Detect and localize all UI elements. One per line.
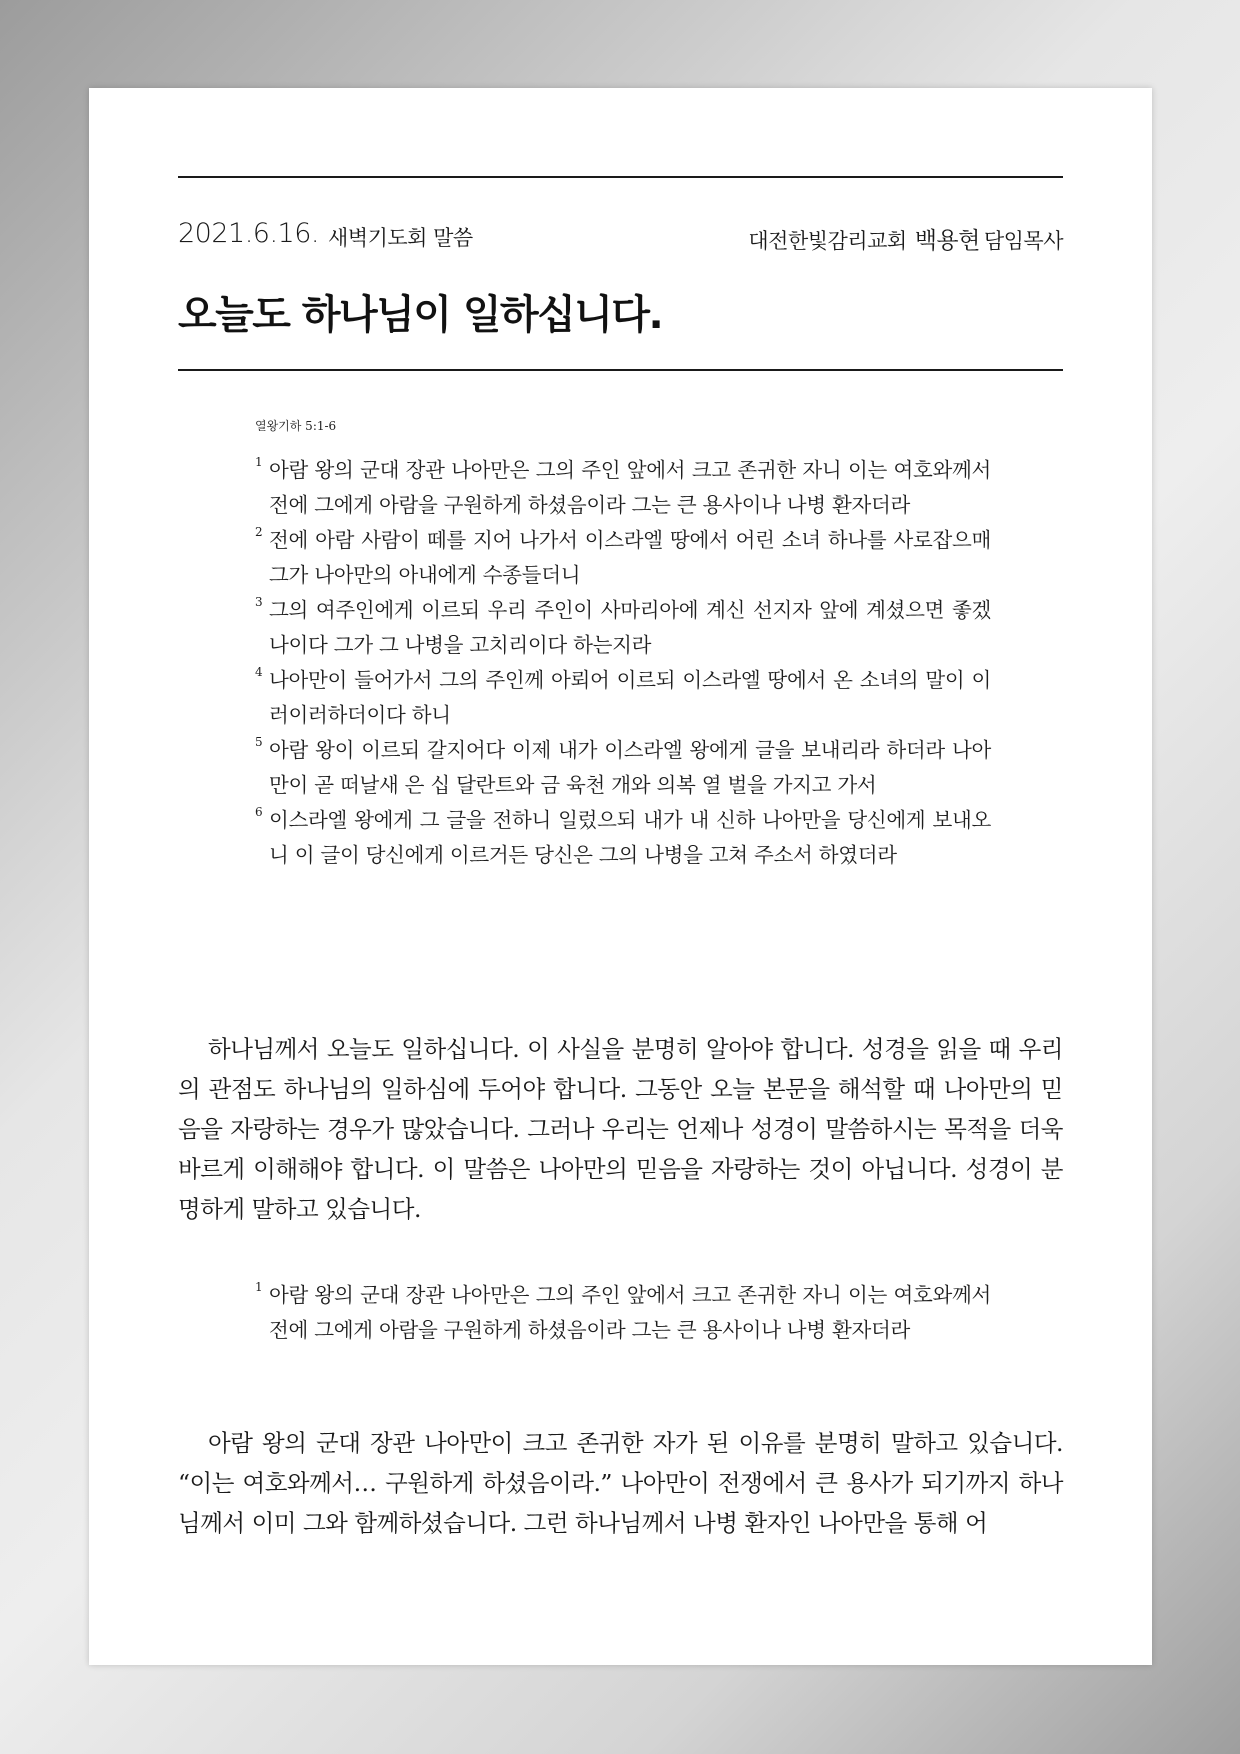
verse-text: 나아만이 들어가서 그의 주인께 아뢰어 이르되 이스라엘 땅에서 온 소녀의 말이 이러이러하더이다 하니 [269, 668, 991, 727]
top-rule [178, 176, 1063, 178]
verse-text: 아람 왕의 군대 장관 나아만은 그의 주인 앞에서 크고 존귀한 자니 이는 여호와께서 전에 그에게 아람을 구원하게 하셨음이라 그는 큰 용사이나 나병 환자더라 [269, 458, 991, 517]
verse-text: 아람 왕의 군대 장관 나아만은 그의 주인 앞에서 크고 존귀한 자니 이는 여호와께서 전에 그에게 아람을 구원하게 하셨음이라 그는 큰 용사이나 나병 환자더라 [269, 1283, 991, 1342]
scripture-reference: 열왕기하 5:1-6 [255, 419, 337, 433]
pastor-name: 백용현 [914, 228, 980, 254]
church-and-pastor [748, 222, 1063, 255]
body-paragraph: 하나님께서 오늘도 일하십니다. 이 사실을 분명히 알아야 합니다. 성경을 읽을 때 우리의 관점도 하나님의 일하심에 두어야 합니다. 그동안 오늘 본문을 해석할 때 나아만의 믿음을 자랑하는 경우가 많았습니다. 그러나 우리는 언제나 성경이 말씀하시는 목적을 더욱 바르게 이해해야 합니다. 이 말씀은 나아만의 믿음을 자랑하는 것이 아닙니다. 성경이 분명하게 말하고 있습니다. [178, 1035, 1063, 1223]
verse [255, 663, 991, 732]
verse-number: 1 [255, 455, 263, 469]
quoted-verse [255, 1278, 991, 1347]
sermon-title: 오늘도 하나님이 일하십니다. [178, 292, 663, 338]
verse-text: 그의 여주인에게 이르되 우리 주인이 사마리아에 계신 선지자 앞에 계셨으면 좋겠나이다 그가 그 나병을 고치리이다 하는지라 [269, 598, 991, 657]
verse [255, 593, 991, 662]
verse-number: 5 [255, 735, 263, 749]
verse-number: 2 [255, 525, 263, 539]
title-rule [178, 369, 1063, 371]
pastor-title: 담임목사 [983, 229, 1063, 253]
verse-number: 1 [255, 1280, 263, 1294]
scripture-passage [255, 453, 991, 873]
verse-number: 4 [255, 665, 263, 679]
verse-number: 6 [255, 805, 263, 819]
sermon-date: 2021.6.16. [178, 218, 319, 249]
body-paragraph: 아람 왕의 군대 장관 나아만이 크고 존귀한 자가 된 이유를 분명히 말하고 있습니다. “이는 여호와께서… 구원하게 하셨음이라.” 나아만이 전쟁에서 큰 용사가 되기까지 하나님께서 이미 그와 함께하셨습니다. 그런 하나님께서 나병 환자인 나아만을 통해 어 [178, 1429, 1063, 1537]
verse-text: 아람 왕이 이르되 갈지어다 이제 내가 이스라엘 왕에게 글을 보내리라 하더라 나아만이 곧 떠날새 은 십 달란트와 금 육천 개와 의복 열 벌을 가지고 가서 [269, 738, 991, 797]
document-page [89, 88, 1152, 1665]
church-name: 대전한빛감리교회 [748, 229, 907, 253]
verse-number: 3 [255, 595, 263, 609]
verse-text: 전에 아람 사람이 떼를 지어 나가서 이스라엘 땅에서 어린 소녀 하나를 사로잡으매 그가 나아만의 아내에게 수종들더니 [269, 528, 991, 587]
verse-text: 이스라엘 왕에게 그 글을 전하니 일렀으되 내가 내 신하 나아만을 당신에게 보내오니 이 글이 당신에게 이르거든 당신은 그의 나병을 고쳐 주소서 하였더라 [269, 808, 991, 867]
verse [255, 523, 991, 592]
verse [255, 453, 991, 522]
quoted-verse-block [255, 1278, 991, 1348]
verse [255, 733, 991, 802]
header-row [178, 218, 1063, 254]
verse [255, 803, 991, 872]
service-name: 새벽기도회 말씀 [328, 226, 473, 250]
